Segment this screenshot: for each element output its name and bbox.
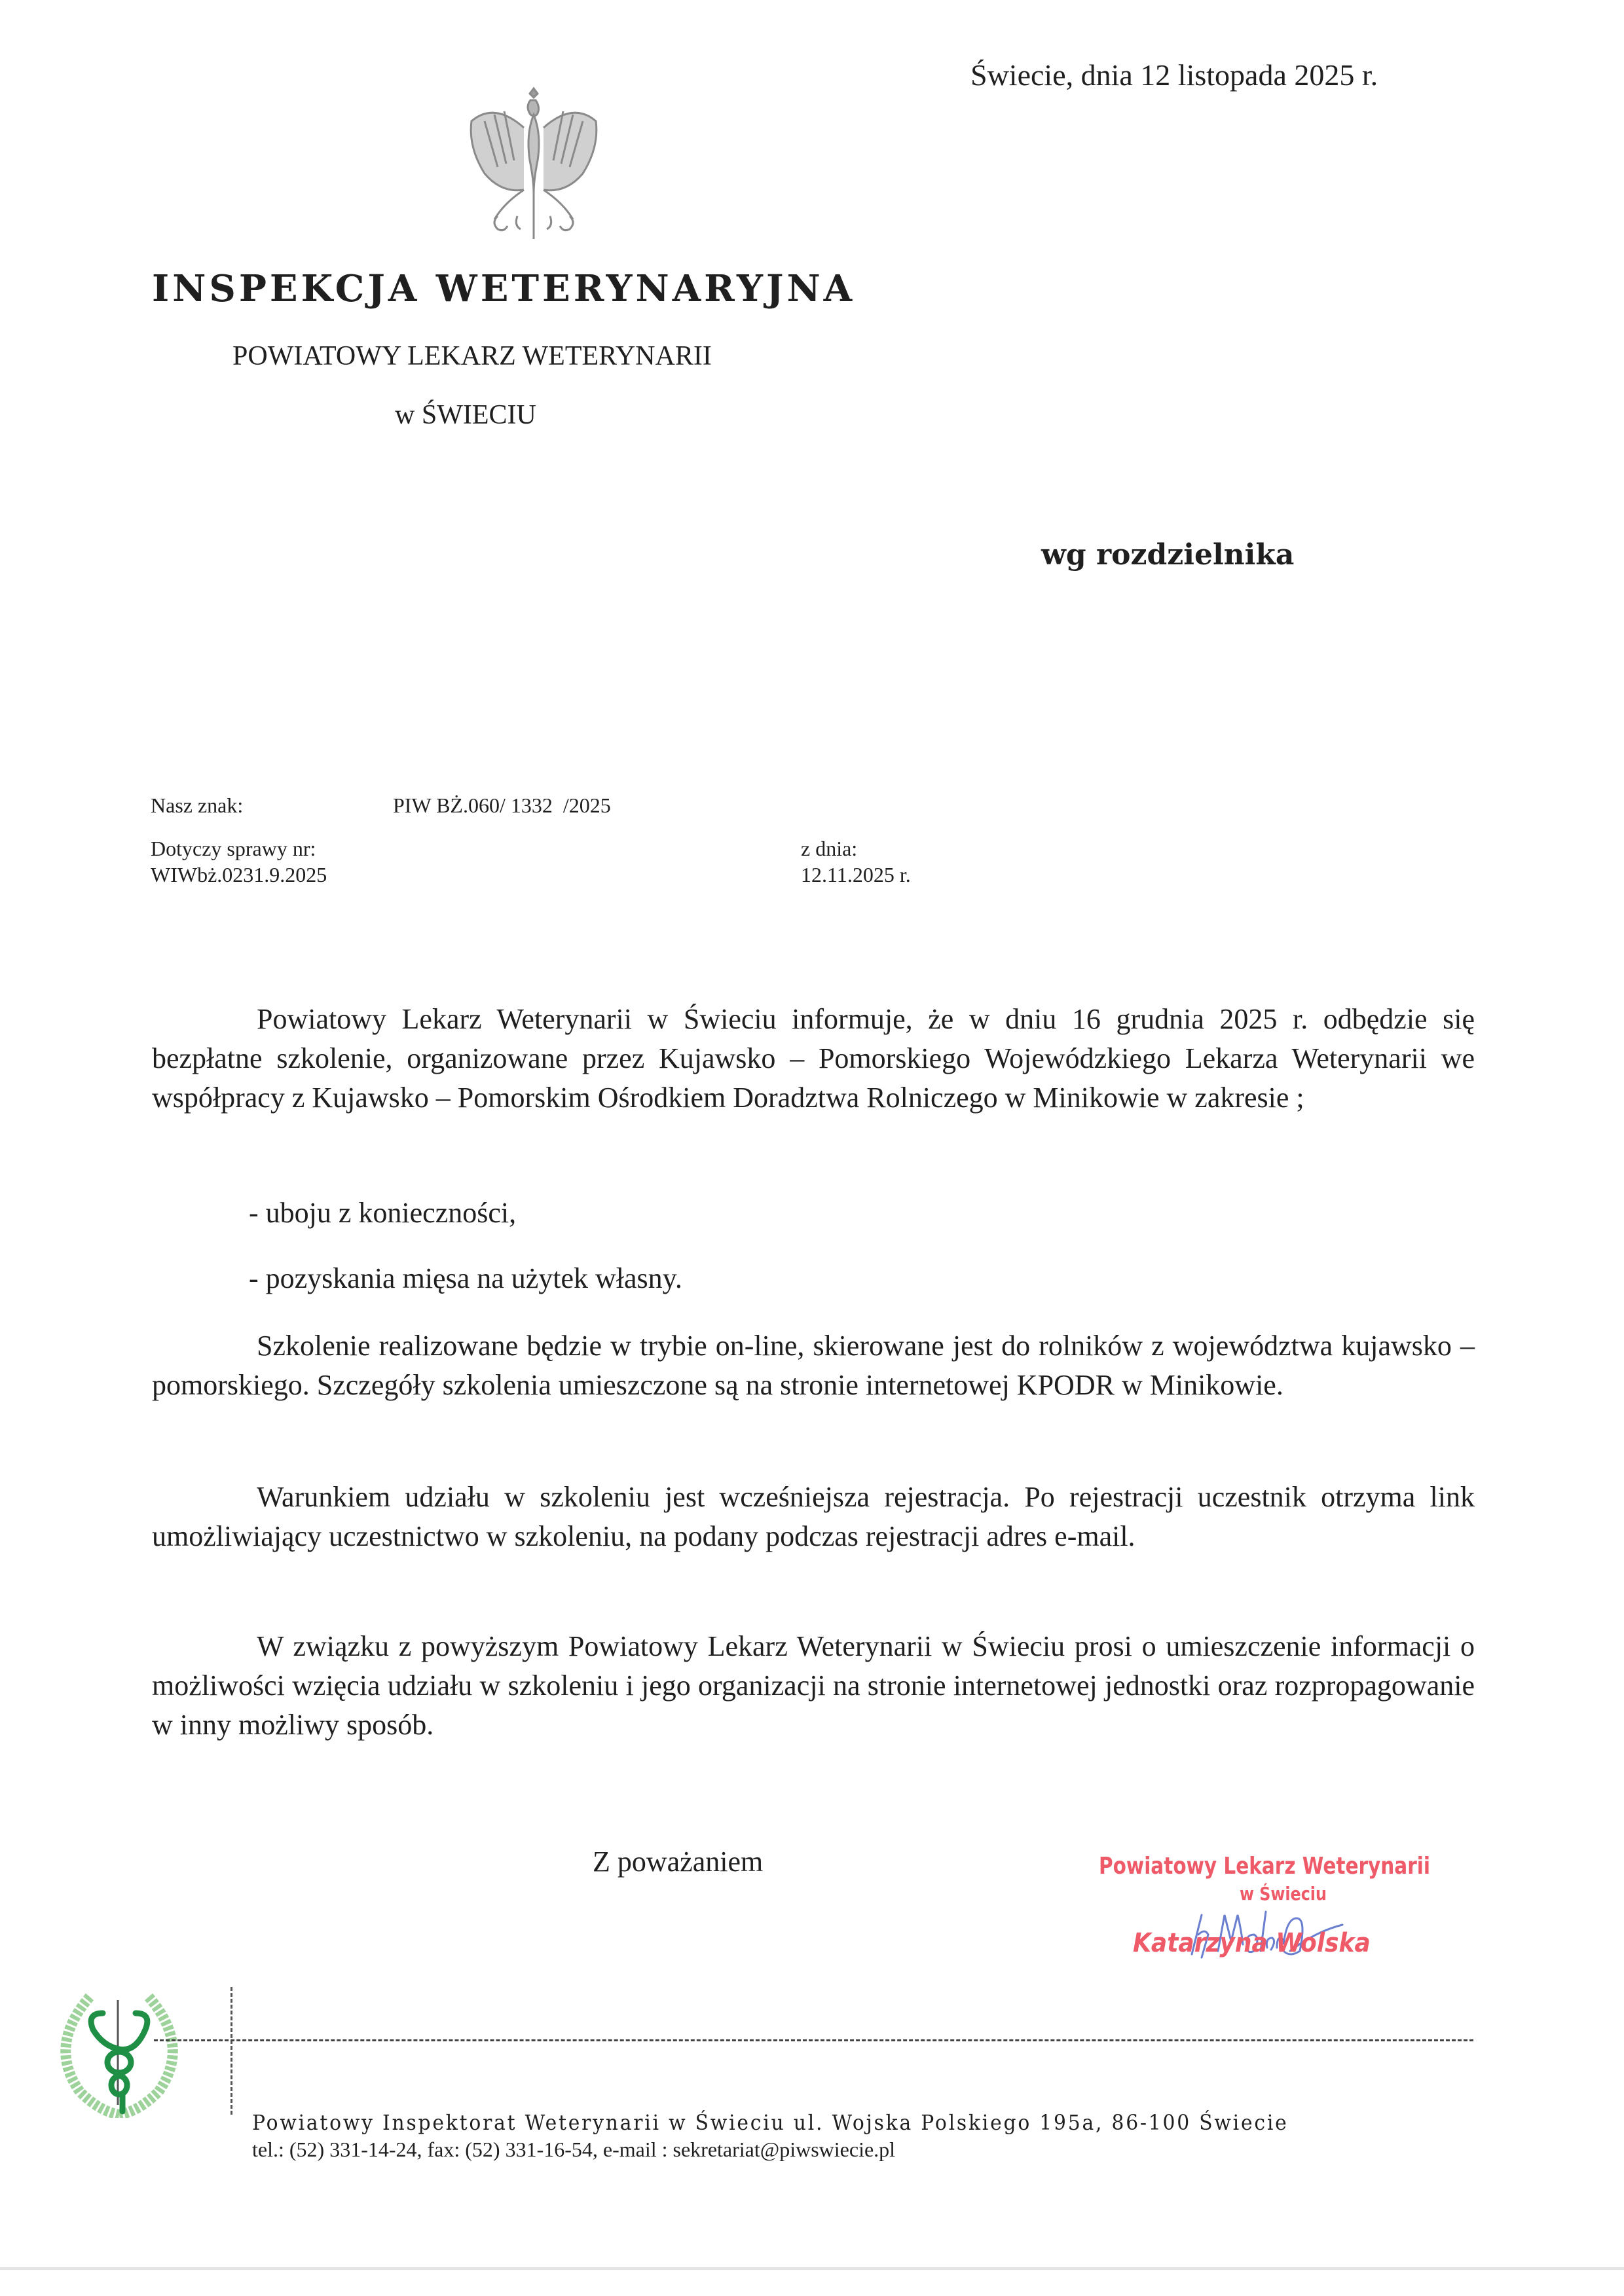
body-paragraph-2 xyxy=(152,1326,1475,1405)
paragraph-text: Powiatowy Lekarz Weterynarii w Świeciu informuje, że w dniu 16 grudnia 2025 r. odbędzie się bezpłatne szkolenie, organizowane przez Kujawsko – Pomorskiego Wojewódzkiego Lekarza Weterynarii we współpracy z Kujawsko – Pomorskim Ośrodkiem Doradztwa Rolniczego w Minikowie w zakresie ; xyxy=(152,1003,1475,1114)
place-and-date: Świecie, dnia 12 listopada 2025 r. xyxy=(970,58,1378,92)
veterinary-caduceus-logo-icon xyxy=(54,1987,185,2118)
polish-eagle-emblem-icon xyxy=(458,82,609,242)
footer-contact: tel.: (52) 331-14-24, fax: (52) 331-16-54, e-mail : sekretariat@piwswiecie.pl xyxy=(252,2138,896,2161)
footer-vertical-divider xyxy=(231,1987,232,2115)
list-item: - pozyskania mięsa na użytek własny. xyxy=(249,1262,682,1294)
official-stamp xyxy=(1080,1853,1460,1984)
footer-address: Powiatowy Inspektorat Weterynarii w Świeciu ul. Wojska Polskiego 195a, 86-100 Świecie xyxy=(252,2110,1289,2135)
footer-horizontal-divider xyxy=(154,2039,1473,2041)
paragraph-text: W związku z powyższym Powiatowy Lekarz Weterynarii w Świeciu prosi o umieszczenie informacji o możliwości wzięcia udziału w szkoleniu i jego organizacji na stronie internetowej jednostki oraz rozpropagowanie w inny możliwy sposób. xyxy=(152,1630,1475,1741)
our-reference-value: PIW BŻ.060/ 1332 /2025 xyxy=(393,793,611,817)
stamp-signatory-name: Katarzyna Wolska xyxy=(1133,1928,1371,1958)
organization-subtitle: POWIATOWY LEKARZ WETERYNARII xyxy=(232,341,712,371)
organization-title: INSPEKCJA WETERYNARYJNA xyxy=(152,267,856,310)
list-item: - uboju z konieczności, xyxy=(249,1197,517,1229)
paragraph-text: Szkolenie realizowane będzie w trybie on-line, skierowane jest do rolników z województwa kujawsko – pomorskiego. Szczegóły szkolenia umieszczone są na stronie internetowej KPODR w Minikowie. xyxy=(152,1330,1475,1401)
body-paragraph-1 xyxy=(152,1000,1475,1118)
closing-salutation: Z poważaniem xyxy=(593,1846,764,1878)
stamp-title: Powiatowy Lekarz Weterynarii xyxy=(1099,1853,1431,1880)
our-reference-label: Nasz znak: xyxy=(151,793,244,817)
scan-edge-divider xyxy=(0,2267,1624,2270)
body-paragraph-3 xyxy=(152,1478,1475,1556)
case-number-value: WIWbż.0231.9.2025 xyxy=(151,863,327,886)
body-paragraph-4 xyxy=(152,1627,1475,1745)
case-date-value: 12.11.2025 r. xyxy=(801,863,911,886)
stamp-location: w Świeciu xyxy=(1240,1883,1327,1904)
case-number-label: Dotyczy sprawy nr: xyxy=(151,837,316,860)
case-date-label: z dnia: xyxy=(801,837,858,860)
recipient: wg rozdzielnika xyxy=(1041,538,1295,572)
paragraph-text: Warunkiem udziału w szkoleniu jest wcześniejsza rejestracja. Po rejestracji uczestnik otrzyma link umożliwiający uczestnictwo w szkoleniu, na podany podczas rejestracji adres e-mail. xyxy=(152,1481,1475,1552)
organization-location: w ŚWIECIU xyxy=(395,400,536,430)
